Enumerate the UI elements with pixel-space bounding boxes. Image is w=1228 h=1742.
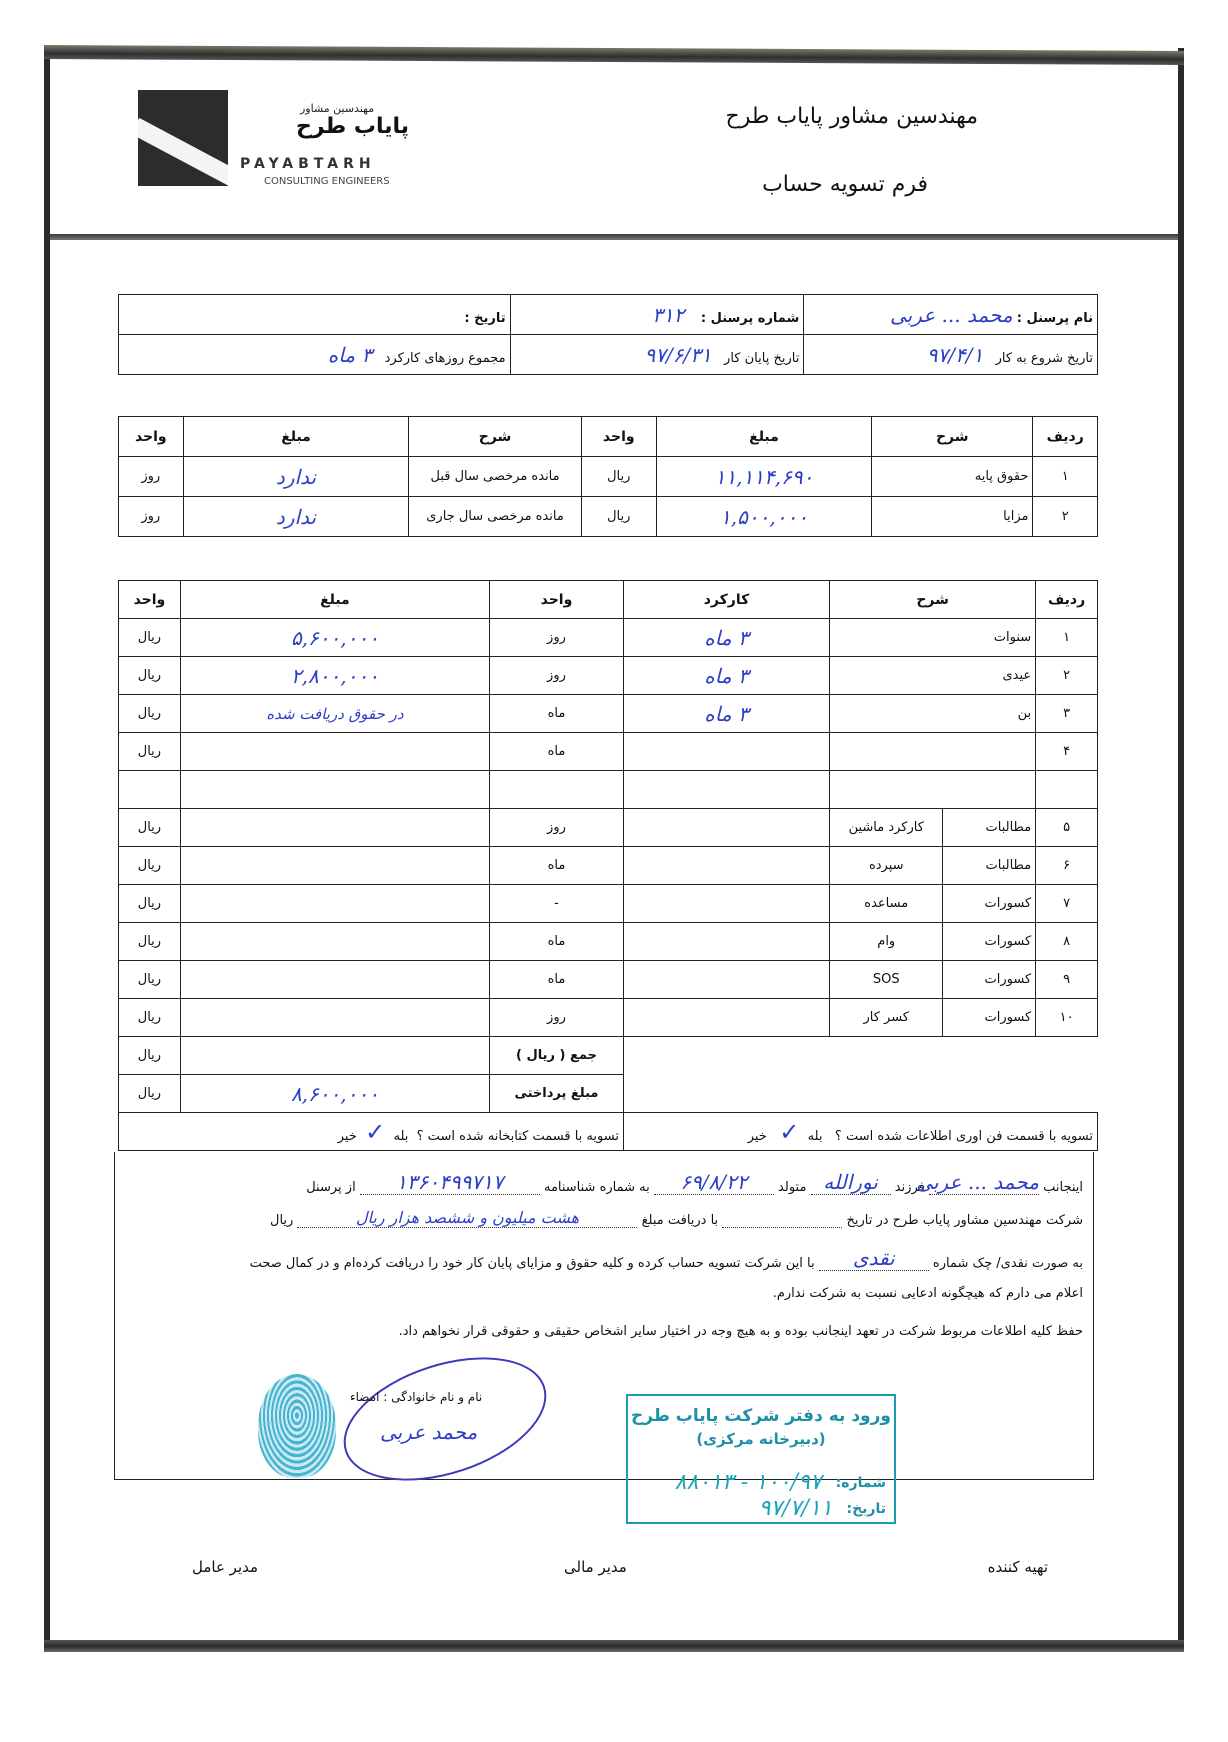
row-number: ۸ xyxy=(1036,923,1098,961)
row-amount[interactable]: ۲,۸۰۰,۰۰۰ xyxy=(180,657,489,695)
total-days-label: مجموع روزهای کارکرد xyxy=(384,350,506,366)
clearance-row xyxy=(119,1113,1098,1151)
row-unit: ماه xyxy=(489,961,623,999)
row-unit: ماه xyxy=(489,695,623,733)
col-header-desc: شرح xyxy=(872,417,1033,457)
total-days-cell[interactable] xyxy=(119,335,511,375)
footer-finance-manager: مدیر مالی xyxy=(564,1558,627,1576)
stamp-subtitle: (دبیرخانه مرکزی) xyxy=(696,1430,826,1448)
row-category: مطالبات xyxy=(943,847,1036,885)
row-unit-2: ریال xyxy=(119,695,181,733)
row-unit-2: ریال xyxy=(119,809,181,847)
row-desc-2: مانده مرخصی سال جاری xyxy=(409,497,581,537)
decl-text: به صورت نقدی/ چک شماره xyxy=(932,1256,1083,1271)
row-category: کسورات xyxy=(943,885,1036,923)
row-desc: سنوات xyxy=(830,619,1036,657)
stamp-number-row xyxy=(675,1470,886,1495)
row-unit: روز xyxy=(489,809,623,847)
row-number: ۲ xyxy=(1036,657,1098,695)
signature-value[interactable]: محمد عربی xyxy=(380,1420,478,1444)
row-desc: کارکرد ماشین xyxy=(830,809,943,847)
row-unit: روز xyxy=(489,999,623,1037)
row-category: کسورات xyxy=(943,923,1036,961)
library-yes-label: بله xyxy=(393,1128,409,1144)
row-unit: - xyxy=(489,885,623,923)
col-header-unit-2: واحد xyxy=(119,581,181,619)
logo-subtitle-en: CONSULTING ENGINEERS xyxy=(264,176,390,187)
row-amount[interactable] xyxy=(180,961,489,999)
decl-birth-field[interactable]: ۶۹/۸/۲۲ xyxy=(654,1170,774,1195)
row-unit: ریال xyxy=(581,497,656,537)
row-number: ۴ xyxy=(1036,733,1098,771)
row-desc: کسر کار xyxy=(830,999,943,1037)
settlement-table xyxy=(118,580,1098,1151)
total-days-value: ۳ ماه xyxy=(327,342,373,367)
row-unit-2: ریال xyxy=(119,885,181,923)
row-unit: ریال xyxy=(581,457,656,497)
decl-date-field[interactable] xyxy=(722,1227,842,1228)
signature-label: نام و نام خانوادگی : امضاء xyxy=(350,1390,483,1404)
library-yes-checkmark-icon[interactable]: ✓ xyxy=(365,1117,386,1146)
table-row xyxy=(119,885,1098,923)
personnel-name-cell[interactable] xyxy=(804,295,1098,335)
row-number: ۹ xyxy=(1036,961,1098,999)
row-number: ۵ xyxy=(1036,809,1098,847)
row-work[interactable] xyxy=(623,885,829,923)
payable-empty-cell xyxy=(623,1075,1097,1113)
start-date-label: تاریخ شروع به کار xyxy=(995,350,1093,366)
table-row xyxy=(119,999,1098,1037)
personnel-number-label: شماره پرسنل : xyxy=(700,310,800,326)
row-number: ۲ xyxy=(1033,497,1098,537)
row-desc: سپرده xyxy=(830,847,943,885)
declaration-line-2 xyxy=(270,1208,1083,1228)
row-unit-2: روز xyxy=(119,457,184,497)
row-desc xyxy=(830,733,1036,771)
row-amount[interactable]: ۱۱,۱۱۴,۶۹۰ xyxy=(656,457,871,497)
row-amount[interactable] xyxy=(180,999,489,1037)
row-desc: حقوق پایه xyxy=(872,457,1033,497)
col-header-row-no: ردیف xyxy=(1036,581,1098,619)
personnel-number-value: ۳۱۲ xyxy=(652,302,685,327)
decl-text: فرزند xyxy=(894,1180,925,1195)
row-work[interactable]: ۳ ماه xyxy=(623,695,829,733)
row-work[interactable] xyxy=(623,733,829,771)
total-value[interactable] xyxy=(180,1037,489,1075)
row-number: ۷ xyxy=(1036,885,1098,923)
col-header-unit: واحد xyxy=(489,581,623,619)
decl-text: اینجانب xyxy=(1043,1180,1083,1195)
row-number: ۱ xyxy=(1036,619,1098,657)
row-work[interactable] xyxy=(623,961,829,999)
row-amount[interactable] xyxy=(180,885,489,923)
date-cell[interactable] xyxy=(119,295,511,335)
decl-text: با این شرکت تسویه حساب کرده و کلیه حقوق و مزایای پایان کار خود را دریافت کرده‌ام و در کمال صحت xyxy=(249,1256,815,1271)
col-header-unit-2: واحد xyxy=(119,417,184,457)
payable-label: مبلغ پرداختی xyxy=(489,1075,623,1113)
table-row xyxy=(119,695,1098,733)
row-work[interactable] xyxy=(623,999,829,1037)
row-unit: ماه xyxy=(489,733,623,771)
company-title: مهندسین مشاور پایاب طرح xyxy=(725,104,978,129)
frame-bottom-border xyxy=(44,1640,1184,1652)
row-unit-2 xyxy=(119,771,181,809)
row-desc xyxy=(830,771,1036,809)
stamp-date-label: تاریخ: xyxy=(846,1500,886,1517)
company-logo-icon xyxy=(138,90,228,186)
col-header-amount-2: مبلغ xyxy=(183,417,409,457)
row-unit: ماه xyxy=(489,847,623,885)
stamp-title: ورود به دفتر شرکت پایاب طرح xyxy=(631,1406,891,1426)
row-desc-2: مانده مرخصی سال قبل xyxy=(409,457,581,497)
row-amount[interactable]: ۵,۶۰۰,۰۰۰ xyxy=(180,619,489,657)
row-amount-2[interactable]: ندارد xyxy=(183,497,409,537)
table-row xyxy=(119,497,1098,537)
row-number: ۳ xyxy=(1036,695,1098,733)
col-header-unit: واحد xyxy=(581,417,656,457)
library-no-label: خیر xyxy=(337,1128,357,1144)
row-unit-2: ریال xyxy=(119,847,181,885)
row-unit: ماه xyxy=(489,923,623,961)
row-desc: بن xyxy=(830,695,1036,733)
table-row xyxy=(119,961,1098,999)
logo-name-en: PAYABTARH xyxy=(240,156,376,172)
row-work[interactable] xyxy=(623,771,829,809)
row-amount[interactable] xyxy=(180,771,489,809)
registry-stamp xyxy=(626,1394,896,1524)
row-category: کسورات xyxy=(943,999,1036,1037)
stamp-number-label: شماره: xyxy=(835,1474,886,1491)
fingerprint-icon xyxy=(258,1374,336,1478)
declaration-line-4: اعلام می دارم که هیچگونه ادعایی نسبت به شرکت ندارم. xyxy=(772,1286,1083,1301)
row-amount[interactable]: ۱,۵۰۰,۰۰۰ xyxy=(656,497,871,537)
row-number: ۶ xyxy=(1036,847,1098,885)
decl-amount-field[interactable]: هشت میلیون و ششصد هزار ریال xyxy=(297,1208,637,1228)
footer-ceo: مدیر عامل xyxy=(192,1558,259,1576)
decl-text: با دریافت مبلغ xyxy=(641,1213,719,1228)
decl-text: ریال xyxy=(270,1213,294,1228)
declaration-line-1 xyxy=(306,1170,1083,1195)
row-work[interactable]: ۳ ماه xyxy=(623,619,829,657)
row-work[interactable] xyxy=(623,923,829,961)
payable-row xyxy=(119,1075,1098,1113)
declaration-line-5: حفظ کلیه اطلاعات مربوط شرکت در تعهد اینجانب بوده و به هیچ وجه در اختیار سایر اشخاص حقیقی و حقوقی قرار نخواهم داد. xyxy=(398,1324,1083,1339)
personnel-number-cell[interactable] xyxy=(510,295,804,335)
row-work[interactable]: ۳ ماه xyxy=(623,657,829,695)
row-unit: روز xyxy=(489,657,623,695)
table-row xyxy=(119,733,1098,771)
decl-text: از پرسنل xyxy=(306,1180,356,1195)
declaration-line-3 xyxy=(250,1246,1083,1271)
col-header-amount: مبلغ xyxy=(656,417,871,457)
row-number xyxy=(1036,771,1098,809)
row-category: کسورات xyxy=(943,961,1036,999)
payable-value[interactable]: ۸,۶۰۰,۰۰۰ xyxy=(180,1075,489,1113)
row-amount[interactable] xyxy=(180,809,489,847)
form-title: فرم تسویه حساب xyxy=(762,172,928,197)
col-header-desc: شرح xyxy=(830,581,1036,619)
footer-preparer: تهیه کننده xyxy=(987,1558,1048,1576)
row-amount[interactable] xyxy=(180,733,489,771)
row-unit-2: ریال xyxy=(119,961,181,999)
row-desc: مساعده xyxy=(830,885,943,923)
it-clearance-question: تسویه با قسمت فن اوری اطلاعات شده است ؟ xyxy=(834,1128,1093,1144)
col-header-row-no: ردیف xyxy=(1033,417,1098,457)
row-unit-2: ریال xyxy=(119,923,181,961)
row-unit-2: ریال xyxy=(119,619,181,657)
stamp-date-row xyxy=(759,1496,886,1521)
row-unit xyxy=(489,771,623,809)
table-row xyxy=(119,619,1098,657)
total-row xyxy=(119,1037,1098,1075)
it-clearance-cell xyxy=(623,1113,1097,1151)
personnel-info-table xyxy=(118,294,1098,375)
library-clearance-cell xyxy=(119,1113,624,1151)
row-desc: مزایا xyxy=(872,497,1033,537)
row-unit: روز xyxy=(489,619,623,657)
col-header-work: کارکرد xyxy=(623,581,829,619)
row-number: ۱۰ xyxy=(1036,999,1098,1037)
decl-text: شرکت مهندسین مشاور پایاب طرح در تاریخ xyxy=(846,1213,1083,1228)
row-unit-2: روز xyxy=(119,497,184,537)
total-empty-cell xyxy=(623,1037,1097,1075)
row-unit-2: ریال xyxy=(119,999,181,1037)
row-amount[interactable]: در حقوق دریافت شده xyxy=(180,695,489,733)
payable-unit: ریال xyxy=(119,1075,181,1113)
col-header-amount: مبلغ xyxy=(180,581,489,619)
end-date-value: ۹۷/۶/۳۱ xyxy=(644,342,712,367)
decl-father-field[interactable]: نورالله xyxy=(811,1170,891,1195)
total-unit: ریال xyxy=(119,1037,181,1075)
row-number: ۱ xyxy=(1033,457,1098,497)
row-unit-2: ریال xyxy=(119,733,181,771)
table-row xyxy=(119,923,1098,961)
total-label: جمع ( ریال ) xyxy=(489,1037,623,1075)
decl-text: متولد xyxy=(778,1180,807,1195)
start-date-cell[interactable] xyxy=(804,335,1098,375)
it-yes-label: بله xyxy=(807,1128,823,1144)
it-yes-checkmark-icon[interactable]: ✓ xyxy=(779,1117,800,1146)
table-row xyxy=(119,657,1098,695)
decl-cheque-field[interactable]: نقدی xyxy=(819,1246,929,1271)
date-label: تاریخ : xyxy=(464,310,506,326)
personnel-name-label: نام پرسنل : xyxy=(1016,310,1093,326)
row-desc: عیدی xyxy=(830,657,1036,695)
decl-text: به شماره شناسنامه xyxy=(543,1180,650,1195)
table-row xyxy=(119,847,1098,885)
row-category: مطالبات xyxy=(943,809,1036,847)
table-row xyxy=(119,809,1098,847)
logo-subtitle-fa: مهندسین مشاور xyxy=(300,102,375,115)
row-work[interactable] xyxy=(623,847,829,885)
row-amount-2[interactable]: ندارد xyxy=(183,457,409,497)
stamp-number-value: ۱۰۰/۹۷ - ۸۸۰۱۳ xyxy=(674,1470,822,1495)
personnel-name-value: محمد ... عربی xyxy=(889,302,1013,327)
decl-name-field[interactable]: محمد ... عربی xyxy=(916,1170,1039,1194)
table-row xyxy=(119,457,1098,497)
col-header-desc-2: شرح xyxy=(409,417,581,457)
row-amount[interactable] xyxy=(180,923,489,961)
it-no-label: خیر xyxy=(747,1128,767,1144)
row-unit-2: ریال xyxy=(119,657,181,695)
decl-id-field[interactable]: ۱۳۶۰۴۹۹۷۱۷ xyxy=(360,1170,540,1195)
end-date-cell[interactable] xyxy=(510,335,804,375)
header-divider xyxy=(50,234,1178,240)
row-desc: SOS xyxy=(830,961,943,999)
library-clearance-question: تسویه با قسمت کتابخانه شده است ؟ xyxy=(416,1128,619,1144)
row-desc: وام xyxy=(830,923,943,961)
salary-table xyxy=(118,416,1098,537)
end-date-label: تاریخ پایان کار xyxy=(724,350,800,366)
row-amount[interactable] xyxy=(180,847,489,885)
row-work[interactable] xyxy=(623,809,829,847)
start-date-value: ۹۷/۴/۱ xyxy=(926,342,984,367)
stamp-date-value: ۹۷/۷/۱۱ xyxy=(758,1496,833,1521)
table-row xyxy=(119,771,1098,809)
logo-name-fa: پایاب طرح xyxy=(296,114,410,139)
